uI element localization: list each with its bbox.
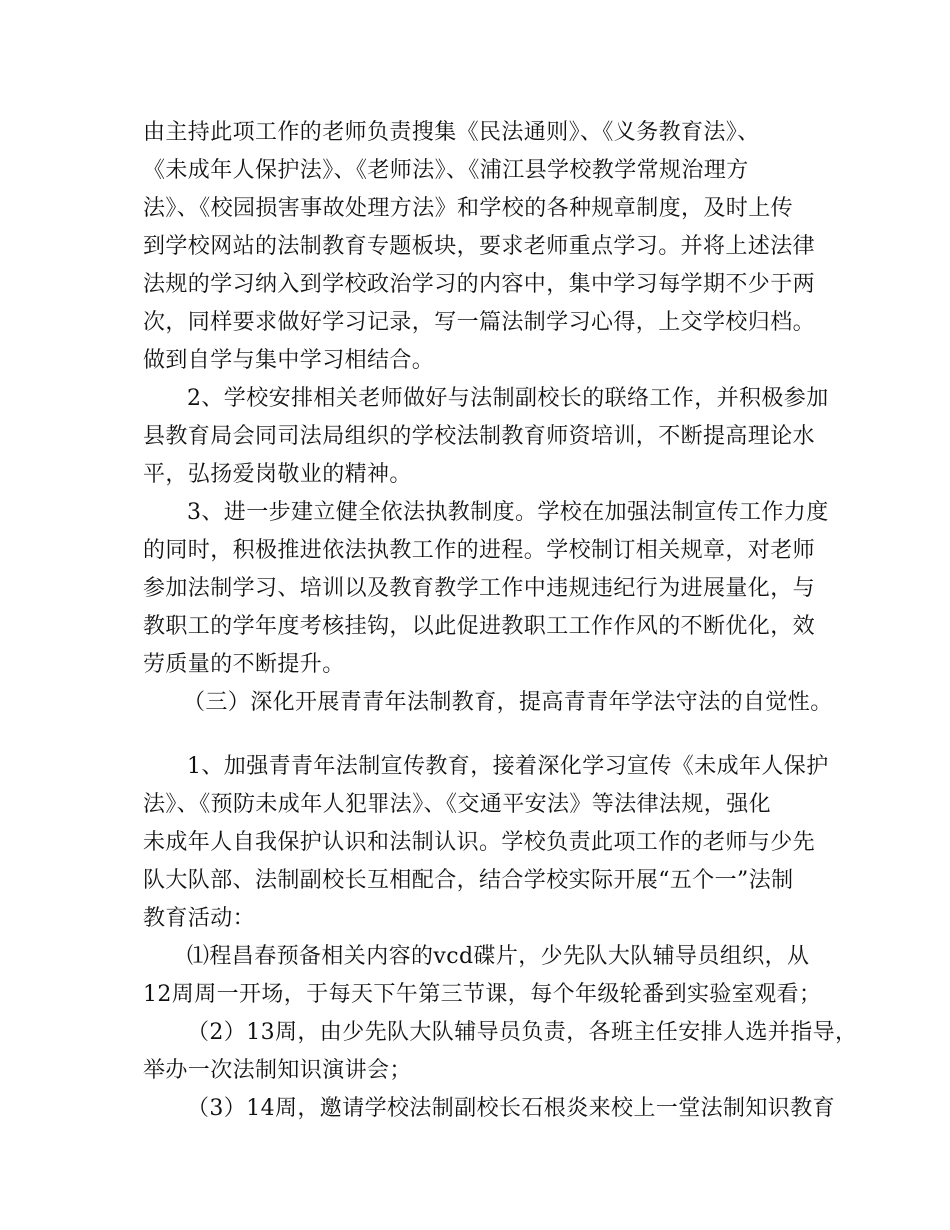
list-item-first-line: （2）13周，由少先队大队辅导员负责，各班主任安排人选并指导， [187, 1020, 858, 1045]
text-line: 县教育局会同司法局组织的学校法制教育师资培训，不断提高理论水 [143, 424, 816, 449]
text-line: 平，弘扬爱岗敬业的精神。 [143, 462, 412, 487]
text-line: 教育活动： [143, 906, 256, 931]
text-line: 参加法制学习、培训以及教育教学工作中违规违纪行为进展量化，与 [143, 576, 816, 601]
section-heading: （三）深化开展青青年法制教育，提高青青年学法守法的自觉性。 [183, 690, 833, 715]
text-line: 《未成年人保护法》、《老师法》、《浦江县学校教学常规治理方 [143, 158, 749, 183]
text-line: 法》、《预防未成年人犯罪法》、《交通平安法》等法律法规，强化 [143, 792, 772, 817]
list-item-first-line: （3）14周，邀请学校法制副校长石根炎来校上一堂法制知识教育 [187, 1096, 835, 1121]
text-line: 到学校网站的法制教育专题板块，要求老师重点学习。并将上述法律 [143, 234, 816, 259]
text-line: 未成年人自我保护认识和法制认识。学校负责此项工作的老师与少先 [143, 830, 816, 855]
text-line: 劳质量的不断提升。 [143, 652, 345, 677]
text-line: 12周周一开场，于每天下午第三节课，每个年级轮番到实验室观看； [143, 982, 822, 1007]
list-item-first-line: ⑴程昌春预备相关内容的vcd碟片，少先队大队辅导员组织，从 [187, 944, 810, 969]
text-line: 的同时，积极推进依法执教工作的进程。学校制订相关规章，对老师 [143, 538, 816, 563]
text-line: 由主持此项工作的老师负责搜集《民法通则》、《义务教育法》、 [143, 120, 760, 145]
text-line: 做到自学与集中学习相结合。 [143, 348, 435, 373]
paragraph-first-line: 2、学校安排相关老师做好与法制副校长的联络工作，并积极参加 [187, 386, 829, 411]
text-line: 次，同样要求做好学习记录，写一篇法制学习心得，上交学校归档。 [143, 310, 816, 335]
text-line: 队大队部、法制副校长互相配合，结合学校实际开展“五个一”法制 [143, 868, 794, 893]
text-line: 举办一次法制知识演讲会； [143, 1058, 412, 1083]
text-line: 教职工的学年度考核挂钩，以此促进教职工工作作风的不断优化，效 [143, 614, 816, 639]
text-line: 法规的学习纳入到学校政治学习的内容中，集中学习每学期不少于两 [143, 272, 816, 297]
text-line: 法》、《校园损害事故处理方法》和学校的各种规章制度，及时上传 [143, 196, 794, 221]
paragraph-first-line: 1、加强青青年法制宣传教育，接着深化学习宣传《未成年人保护 [187, 754, 829, 779]
paragraph-first-line: 3、进一步建立健全依法执教制度。学校在加强法制宣传工作力度 [187, 500, 829, 525]
